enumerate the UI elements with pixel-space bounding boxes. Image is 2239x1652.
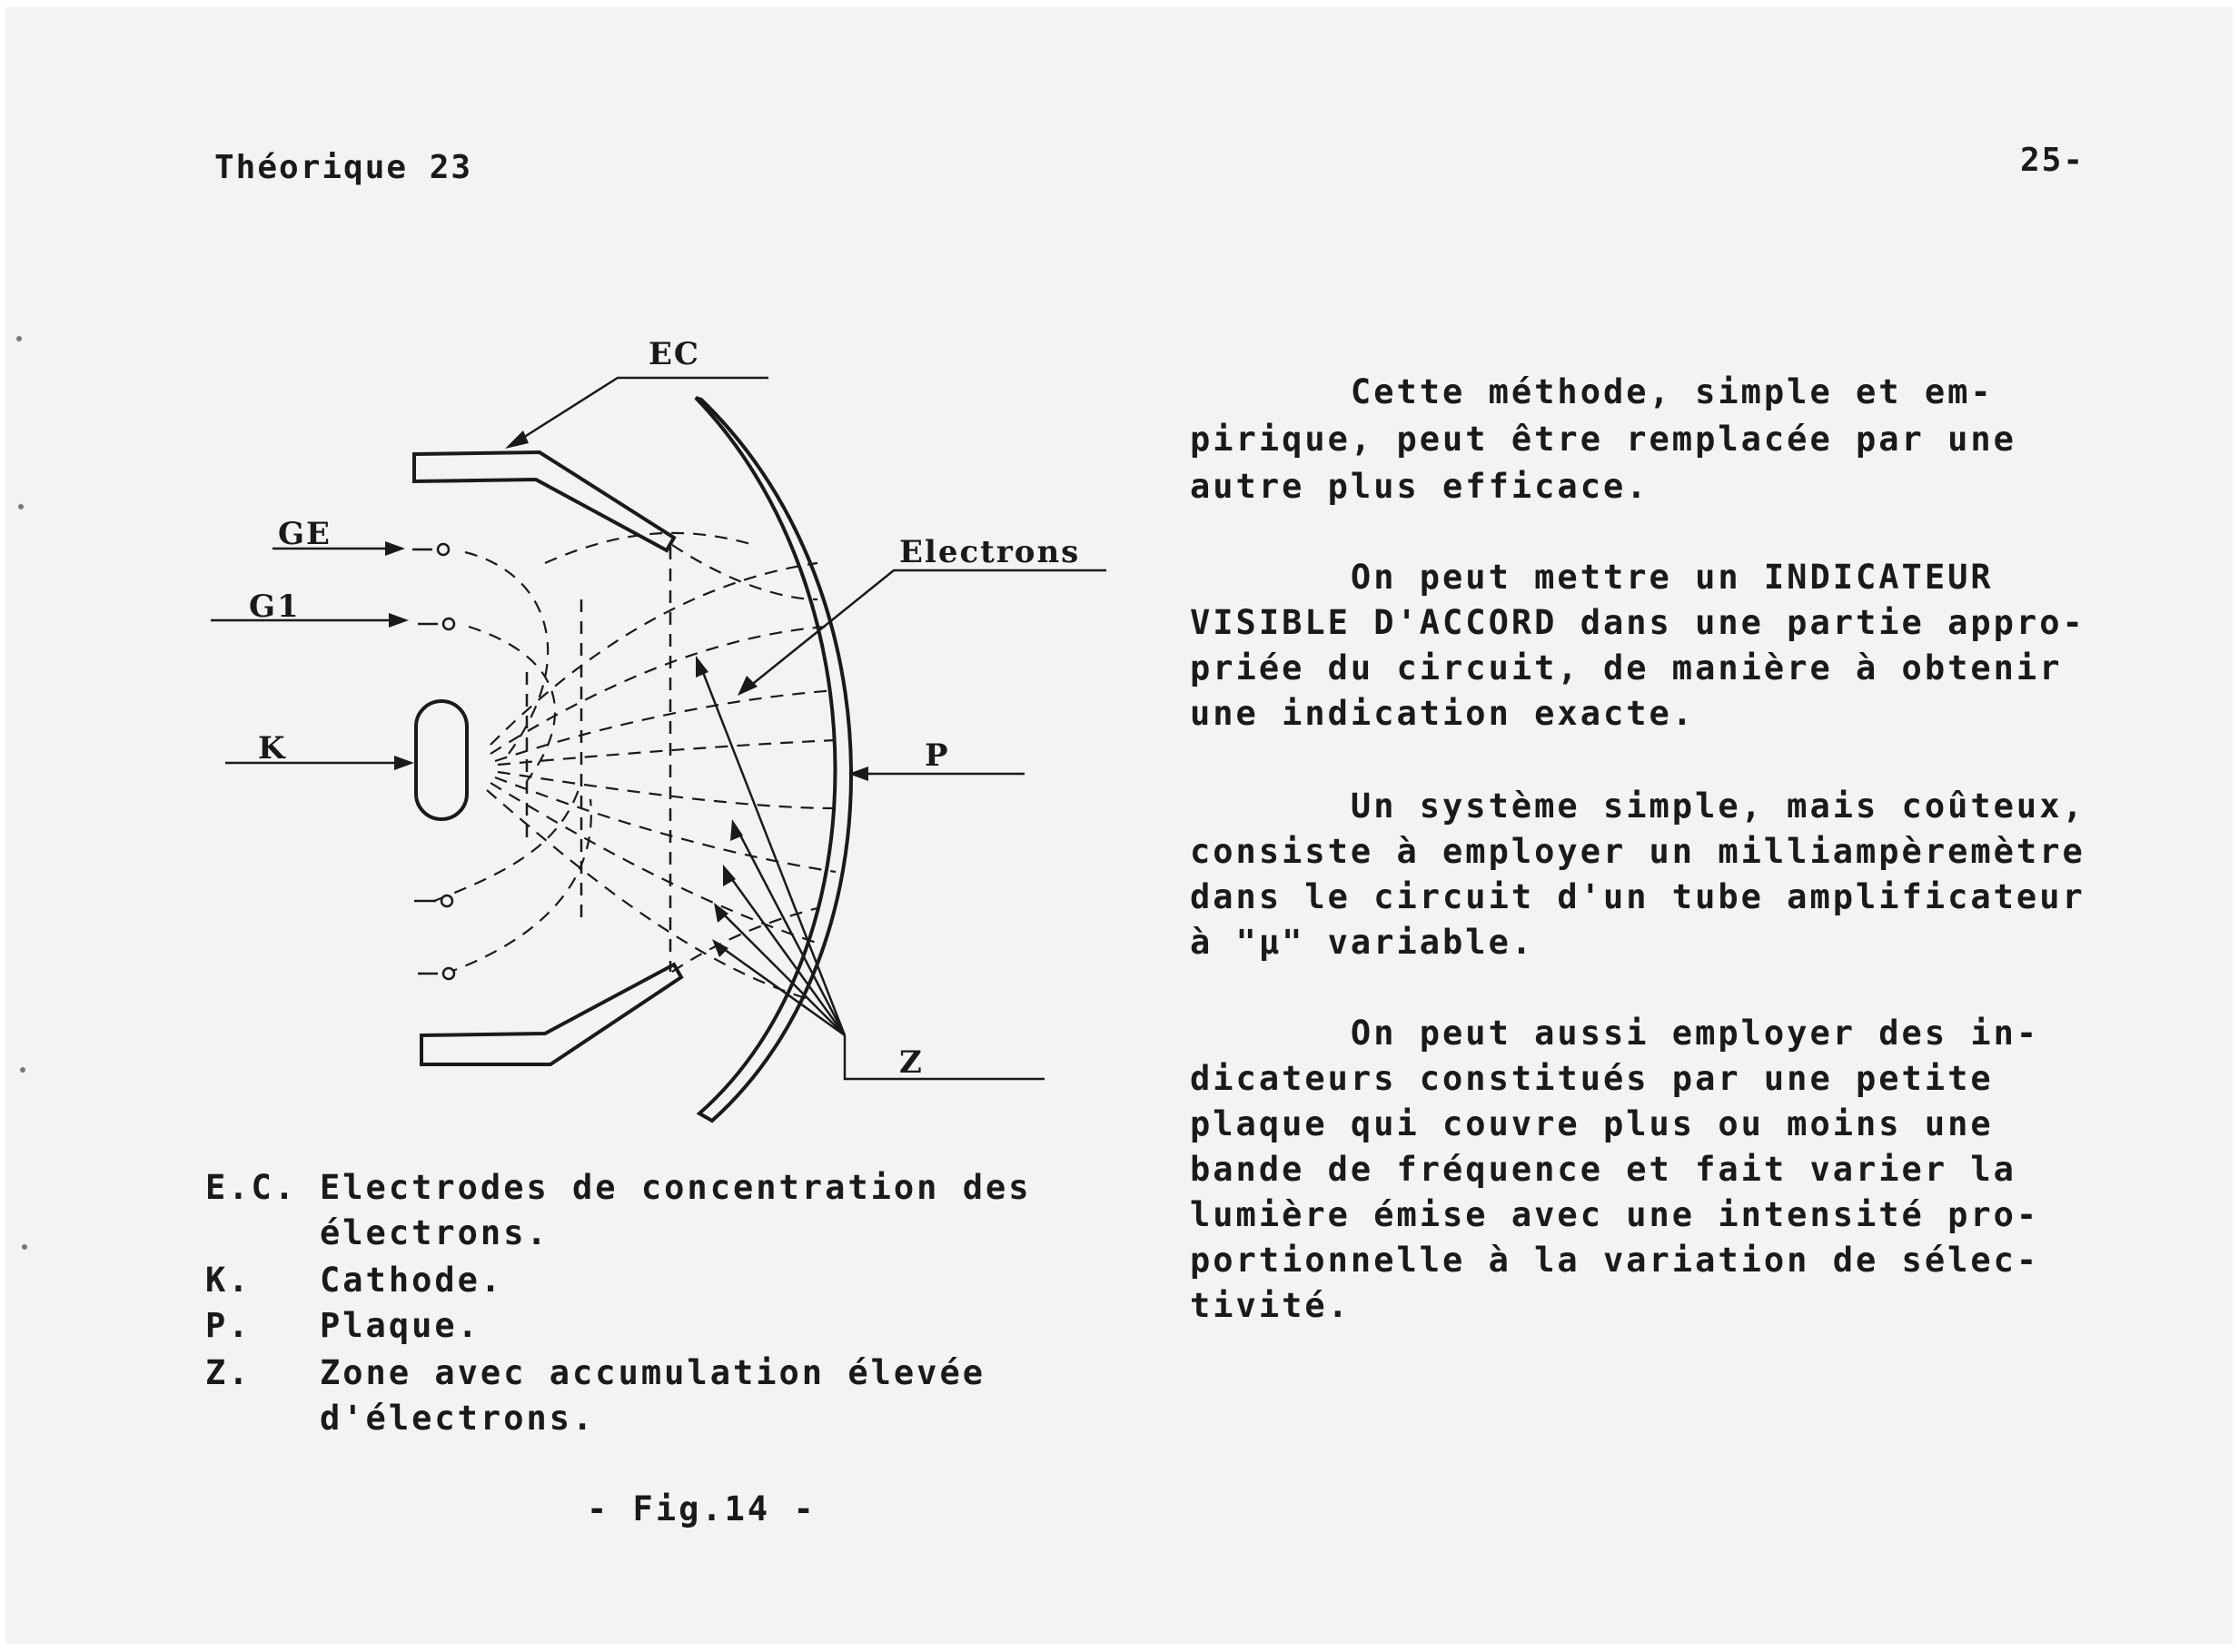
body-line: plaque qui couvre plus ou moins une bbox=[1190, 1104, 1994, 1143]
body-line: autre plus efficace. bbox=[1190, 467, 1650, 506]
legend-text-k: Cathode. bbox=[320, 1261, 504, 1300]
legend-text-z-1: Zone avec accumulation élevée bbox=[320, 1353, 986, 1392]
legend-text-z-2: d'électrons. bbox=[320, 1399, 596, 1438]
body-line: à "μ" variable. bbox=[1190, 923, 1535, 962]
label-ge: GE bbox=[278, 516, 332, 552]
legend-abbr-ec: E.C. bbox=[205, 1168, 298, 1207]
label-p: P bbox=[925, 737, 950, 774]
body-line: une indication exacte. bbox=[1190, 694, 1696, 733]
body-line: consiste à employer un milliampèremètre bbox=[1190, 832, 2085, 871]
body-line: VISIBLE D'ACCORD dans une partie appro- bbox=[1190, 603, 2085, 642]
body-line: priée du circuit, de manière à obtenir bbox=[1190, 648, 2063, 688]
legend-text-ec-1: Electrodes de concentration des bbox=[320, 1168, 1032, 1207]
body-line: On peut aussi employer des in- bbox=[1190, 1014, 2040, 1053]
figure-caption: - Fig.14 - bbox=[587, 1489, 817, 1528]
label-k: K bbox=[258, 730, 287, 767]
body-line: lumière émise avec une intensité pro- bbox=[1190, 1195, 2040, 1234]
body-line: On peut mettre un INDICATEUR bbox=[1190, 558, 1994, 597]
label-ec: EC bbox=[649, 336, 700, 372]
body-line: bande de fréquence et fait varier la bbox=[1190, 1150, 2016, 1189]
body-line: dans le circuit d'un tube amplificateur bbox=[1190, 877, 2085, 916]
body-line: Cette méthode, simple et em- bbox=[1190, 372, 1994, 411]
page-number: 25- bbox=[2020, 142, 2085, 179]
cathode-shape bbox=[416, 701, 467, 819]
page-header-left: Théorique 23 bbox=[214, 149, 473, 186]
legend-abbr-k: K. bbox=[205, 1261, 252, 1300]
body-line: pirique, peut être remplacée par une bbox=[1190, 420, 2016, 459]
legend-abbr-z: Z. bbox=[205, 1353, 252, 1392]
label-electrons: Electrons bbox=[899, 534, 1081, 570]
lower-electrode bbox=[421, 964, 681, 1064]
legend-abbr-p: P. bbox=[205, 1306, 252, 1345]
legend-text-ec-2: électrons. bbox=[320, 1213, 550, 1252]
body-line: Un système simple, mais coûteux, bbox=[1190, 786, 2085, 826]
body-line: portionnelle à la variation de sélec- bbox=[1190, 1241, 2040, 1280]
body-line: dicateurs constitués par une petite bbox=[1190, 1059, 1994, 1098]
label-g1: G1 bbox=[249, 589, 301, 625]
label-z: Z bbox=[899, 1044, 924, 1081]
body-line: tivité. bbox=[1190, 1286, 1351, 1325]
legend-text-p: Plaque. bbox=[320, 1306, 480, 1345]
